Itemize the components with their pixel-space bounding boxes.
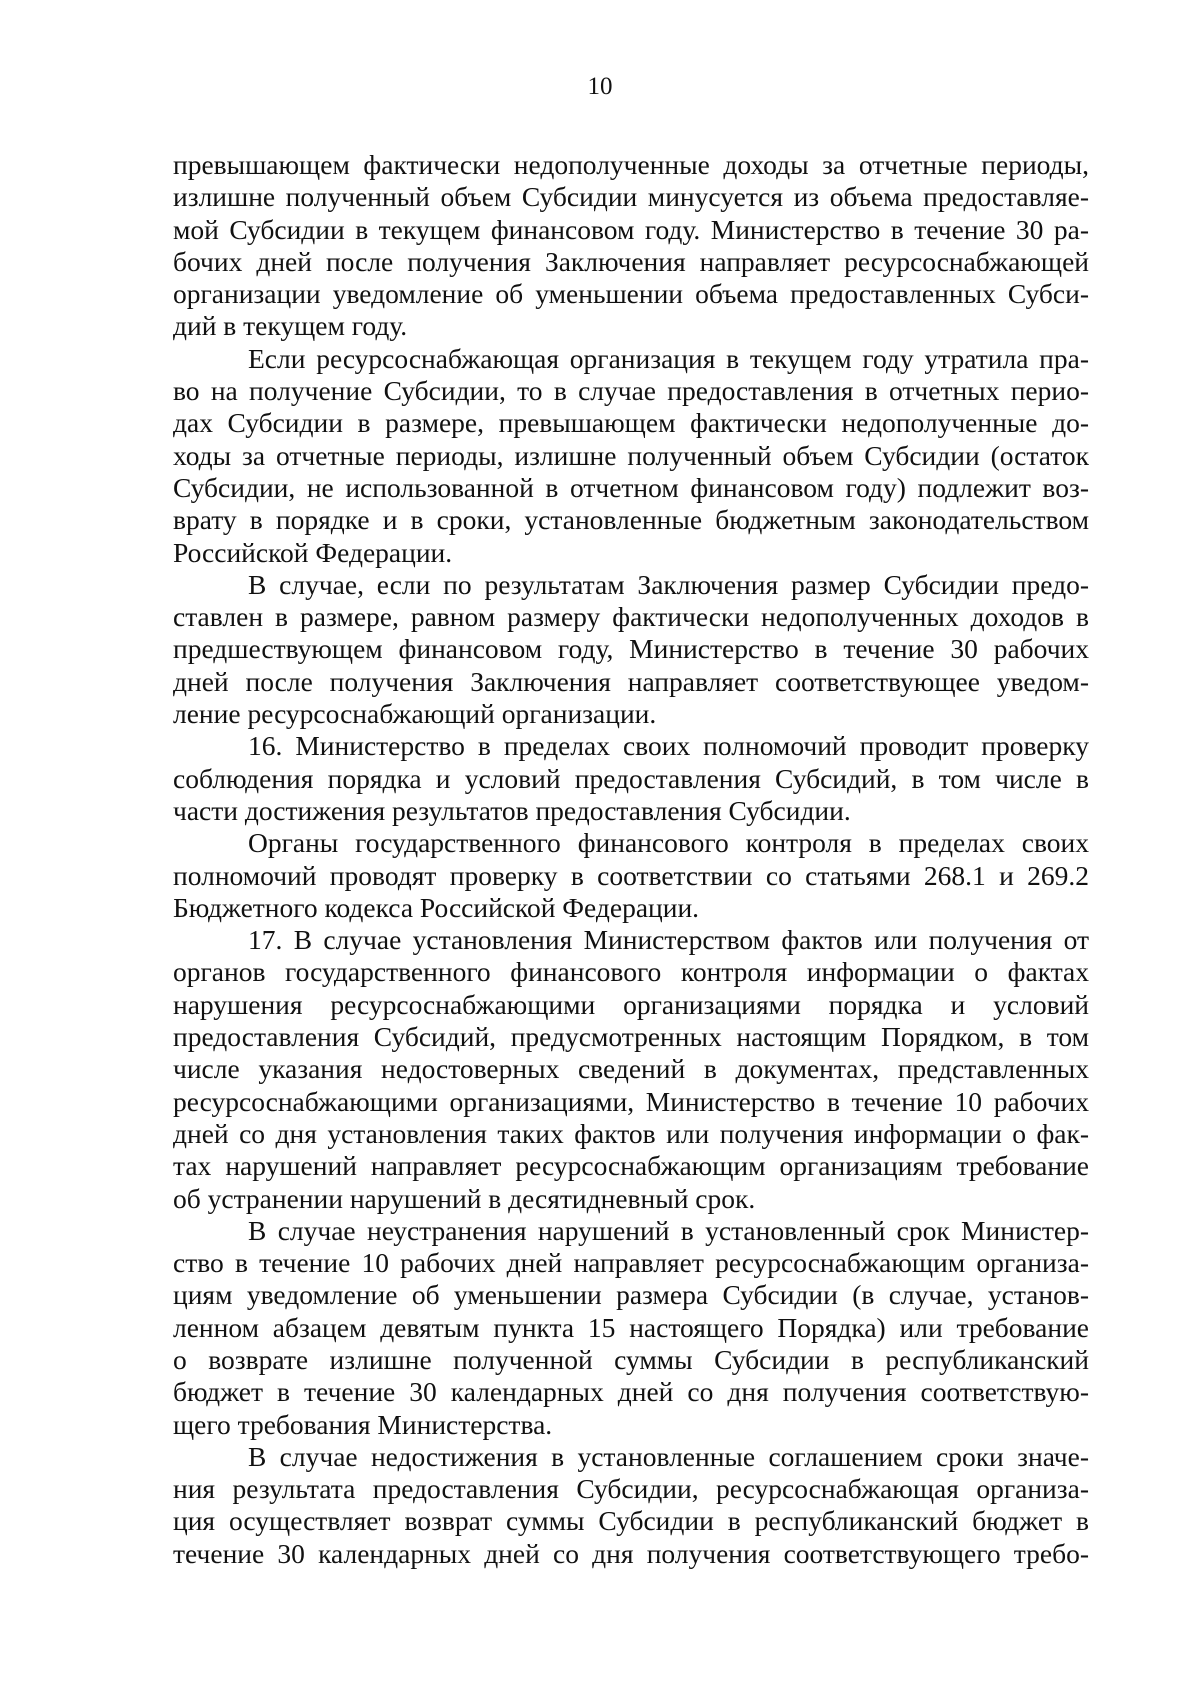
text-line: ция осуществляет возврат суммы Субсидии в республиканский бюджет в	[173, 1505, 1089, 1537]
paragraph	[173, 343, 1089, 569]
text-line: ление ресурсоснабжающий организации.	[173, 698, 657, 730]
paragraph	[173, 730, 1089, 827]
text-line: ставлен в размере, равном размеру фактически недополученных доходов в	[173, 601, 1089, 633]
text-line: предшествующем финансовом году, Министерство в течение 30 рабочих	[173, 633, 1089, 665]
text-line: Бюджетного кодекса Российской Федерации.	[173, 891, 700, 923]
text-line: 16. Министерство в пределах своих полномочий проводит проверку	[248, 730, 1089, 762]
text-line: Органы государственного финансового контроля в пределах своих	[248, 827, 1089, 859]
paragraph	[173, 569, 1089, 730]
text-line: числе указания недостоверных сведений в документах, представленных	[173, 1053, 1089, 1085]
text-line: бочих дней после получения Заключения направляет ресурсоснабжающей	[173, 245, 1089, 277]
text-line: органов государственного финансового контроля информации о фактах	[173, 956, 1089, 988]
text-line: тах нарушений направляет ресурсоснабжающим организациям требование	[173, 1150, 1089, 1182]
paragraph	[173, 149, 1089, 343]
text-line: ство в течение 10 рабочих дней направляет ресурсоснабжающим организа-	[173, 1247, 1089, 1279]
text-line: дий в текущем году.	[173, 310, 408, 342]
text-line: ленном абзацем девятым пункта 15 настоящего Порядка) или требование	[173, 1311, 1089, 1343]
text-line: щего требования Министерства.	[173, 1408, 553, 1440]
text-line: мой Субсидии в текущем финансовом году. Министерство в течение 30 ра-	[173, 213, 1089, 245]
text-line: дней со дня установления таких фактов или получения информации о фак-	[173, 1117, 1089, 1149]
text-line: врату в порядке и в сроки, установленные бюджетным законодательством	[173, 504, 1089, 536]
paragraph	[173, 1441, 1089, 1570]
text-line: ресурсоснабжающими организациями, Министерство в течение 10 рабочих	[173, 1085, 1089, 1117]
paragraph	[173, 1215, 1089, 1441]
text-line: ния результата предоставления Субсидии, ресурсоснабжающая организа-	[173, 1473, 1089, 1505]
text-line: об устранении нарушений в десятидневный срок.	[173, 1182, 756, 1214]
text-line: циям уведомление об уменьшении размера Субсидии (в случае, установ-	[173, 1279, 1089, 1311]
text-line: превышающем фактически недополученные доходы за отчетные периоды,	[173, 149, 1089, 180]
paragraph	[173, 924, 1089, 1215]
text-line: полномочий проводят проверку в соответствии со статьями 268.1 и 269.2	[173, 859, 1089, 891]
text-line: В случае недостижения в установленные соглашением сроки значе-	[248, 1440, 1089, 1472]
text-line: Если ресурсоснабжающая организация в текущем году утратила пра-	[248, 342, 1089, 374]
text-line: части достижения результатов предоставления Субсидии.	[173, 794, 851, 826]
document-body	[173, 149, 1089, 1570]
page-number: 10	[587, 73, 613, 100]
text-line: ходы за отчетные периоды, излишне полученный объем Субсидии (остаток	[173, 439, 1089, 471]
text-line: организации уведомление об уменьшении объема предоставленных Субси-	[173, 278, 1089, 310]
text-line: во на получение Субсидии, то в случае предоставления в отчетных перио-	[173, 375, 1089, 407]
paragraph	[173, 827, 1089, 924]
text-line: дах Субсидии в размере, превышающем фактически недополученные до-	[173, 407, 1089, 439]
text-line: предоставления Субсидий, предусмотренных настоящим Порядком, в том	[173, 1021, 1089, 1053]
text-line: В случае неустранения нарушений в установленный срок Министер-	[248, 1214, 1089, 1246]
text-line: В случае, если по результатам Заключения размер Субсидии предо-	[248, 568, 1089, 600]
text-line: дней после получения Заключения направляет соответствующее уведом-	[173, 665, 1089, 697]
text-line: 17. В случае установления Министерством фактов или получения от	[248, 924, 1089, 956]
text-line: течение 30 календарных дней со дня получения соответствующего требо-	[173, 1537, 1089, 1569]
text-line: Российской Федерации.	[173, 536, 453, 568]
text-line: нарушения ресурсоснабжающими организациями порядка и условий	[173, 988, 1089, 1020]
text-line: излишне полученный объем Субсидии минусуется из объема предоставляе-	[173, 181, 1089, 213]
text-line: Субсидии, не использованной в отчетном финансовом году) подлежит воз-	[173, 471, 1089, 503]
text-line: бюджет в течение 30 календарных дней со дня получения соответствую-	[173, 1376, 1089, 1408]
text-line: о возврате излишне полученной суммы Субсидии в республиканский	[173, 1343, 1089, 1375]
text-line: соблюдения порядка и условий предоставления Субсидий, в том числе в	[173, 762, 1089, 794]
